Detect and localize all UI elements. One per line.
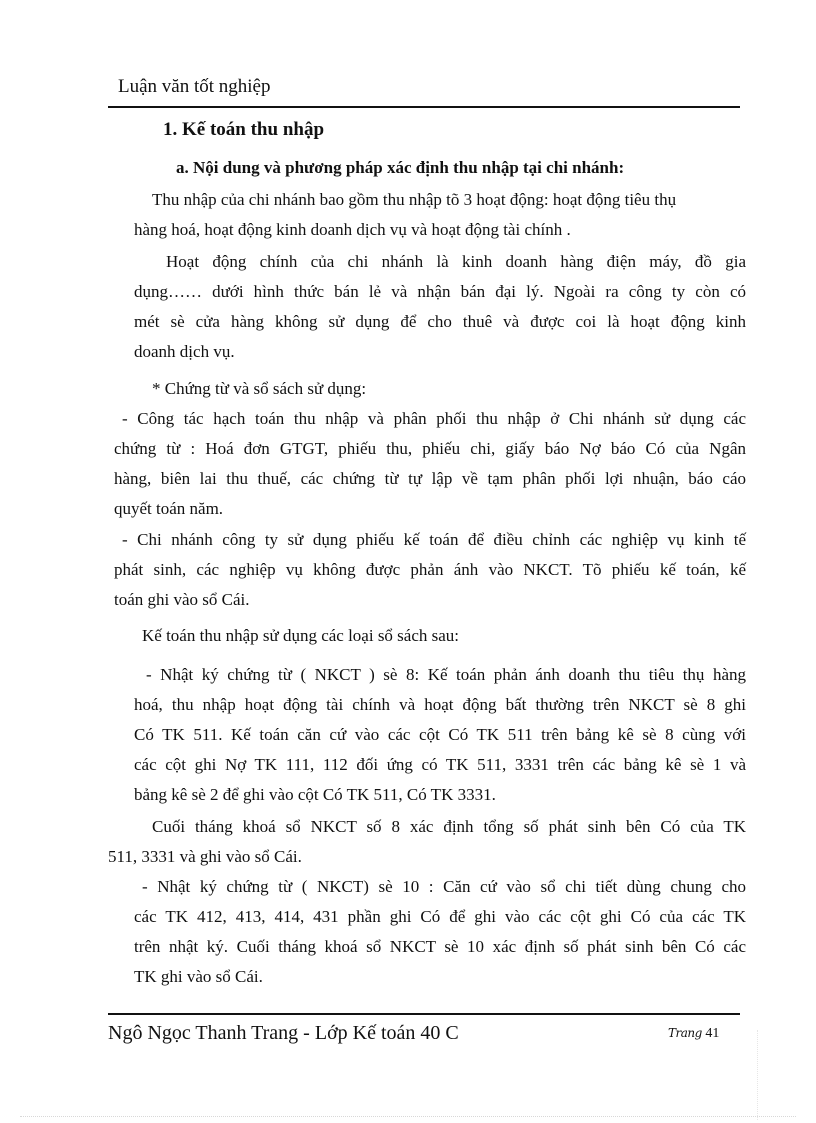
text-line: 511, 3331 và ghi vào sổ Cái. (108, 847, 302, 866)
paragraph-accounting-voucher (114, 525, 746, 615)
page-number (668, 1026, 719, 1042)
text-line: * Chứng từ và sổ sách sử dụng: (152, 379, 367, 398)
text-line: hàng, biên lai thu thuế, các chứng từ tự lập về tạm phân phối lợi nhuận, báo cáo (114, 469, 746, 488)
section-subheading: a. Nội dung và phương pháp xác định thu nhập tại chi nhánh: (176, 158, 625, 177)
text-line: Kế toán thu nhập sử dụng các loại sổ sách sau: (142, 626, 460, 645)
text-line: trên nhật ký. Cuối tháng khoá sổ NKCT sè 10 xác định số phát sinh bên Có các (134, 937, 746, 956)
text-line: bảng kê sè 2 để ghi vào cột Có TK 511, Có TK 3331. (134, 785, 496, 804)
text-line: - Nhật ký chứng từ ( NKCT) sè 10 : Căn cứ vào sổ chi tiết dùng chung cho (142, 877, 746, 896)
paragraph-main-activity (134, 247, 746, 367)
text-line: mét sè cửa hàng không sử dụng để cho thuê và được coi là hoạt động kinh (134, 312, 746, 331)
text-line: chứng từ : Hoá đơn GTGT, phiếu thu, phiếu chi, giấy báo Nợ báo Có của Ngân (114, 439, 746, 458)
text-line: - Công tác hạch toán thu nhập và phân phối thu nhập ở Chi nhánh sử dụng các (122, 409, 746, 428)
page-number-value: 41 (705, 1026, 720, 1041)
paragraph-nkct-8 (134, 660, 746, 810)
text-line: các TK 412, 413, 414, 431 phần ghi Có để ghi vào các cột ghi Có của các TK (134, 907, 746, 926)
running-header-title: Luận văn tốt nghiệp (118, 76, 271, 97)
paragraph-documents-heading (152, 374, 746, 404)
section-heading: 1. Kế toán thu nhập (163, 119, 325, 140)
footer-rule (108, 1013, 740, 1015)
text-line: các cột ghi Nợ TK 111, 112 đối ứng có TK 511, 3331 trên các bảng kê sè 1 và (134, 755, 746, 774)
text-line: TK ghi vào sổ Cái. (134, 967, 263, 986)
paragraph-month-end-8 (108, 812, 746, 872)
text-line: dụng…… dưới hình thức bán lẻ và nhận bán đại lý. Ngoài ra công ty còn có (134, 282, 746, 301)
paragraph-nkct-10 (134, 872, 746, 992)
paragraph-books-intro (142, 621, 746, 651)
text-line: Cuối tháng khoá sổ NKCT số 8 xác định tổng số phát sinh bên Có của TK (152, 817, 746, 836)
page-edge-dotted-vertical (757, 1030, 758, 1120)
text-line: toán ghi vào sổ Cái. (114, 590, 250, 609)
header-rule (108, 106, 740, 108)
text-line: Thu nhập của chi nhánh bao gồm thu nhập tõ 3 hoạt động: hoạt động tiêu thụ (152, 190, 677, 209)
text-line: hoá, thu nhập hoạt động tài chính và hoạt động bất thường trên NKCT sè 8 ghi (134, 695, 746, 714)
page-word: Trang (668, 1026, 702, 1040)
text-line: hàng hoá, hoạt động kinh doanh dịch vụ và hoạt động tài chính . (134, 220, 571, 239)
footer-author: Ngô Ngọc Thanh Trang - Lớp Kế toán 40 C (108, 1022, 459, 1044)
text-line: - Chi nhánh công ty sử dụng phiếu kế toán để điều chỉnh các nghiệp vụ kinh tế (122, 530, 746, 549)
text-line: Hoạt động chính của chi nhánh là kinh doanh hàng điện máy, đồ gia (166, 252, 746, 271)
paragraph-income-sources (134, 185, 746, 245)
text-line: - Nhật ký chứng từ ( NKCT ) sè 8: Kế toán phản ánh doanh thu tiêu thụ hàng (146, 665, 746, 684)
text-line: doanh dịch vụ. (134, 342, 235, 361)
paragraph-document-types (114, 404, 746, 524)
page-edge-dotted-line (20, 1116, 796, 1117)
text-line: phát sinh, các nghiệp vụ không được phản ánh vào NKCT. Tõ phiếu kế toán, kế (114, 560, 746, 579)
text-line: quyết toán năm. (114, 499, 224, 518)
text-line: Có TK 511. Kế toán căn cứ vào các cột Có TK 511 trên bảng kê sè 8 cùng với (134, 725, 746, 744)
